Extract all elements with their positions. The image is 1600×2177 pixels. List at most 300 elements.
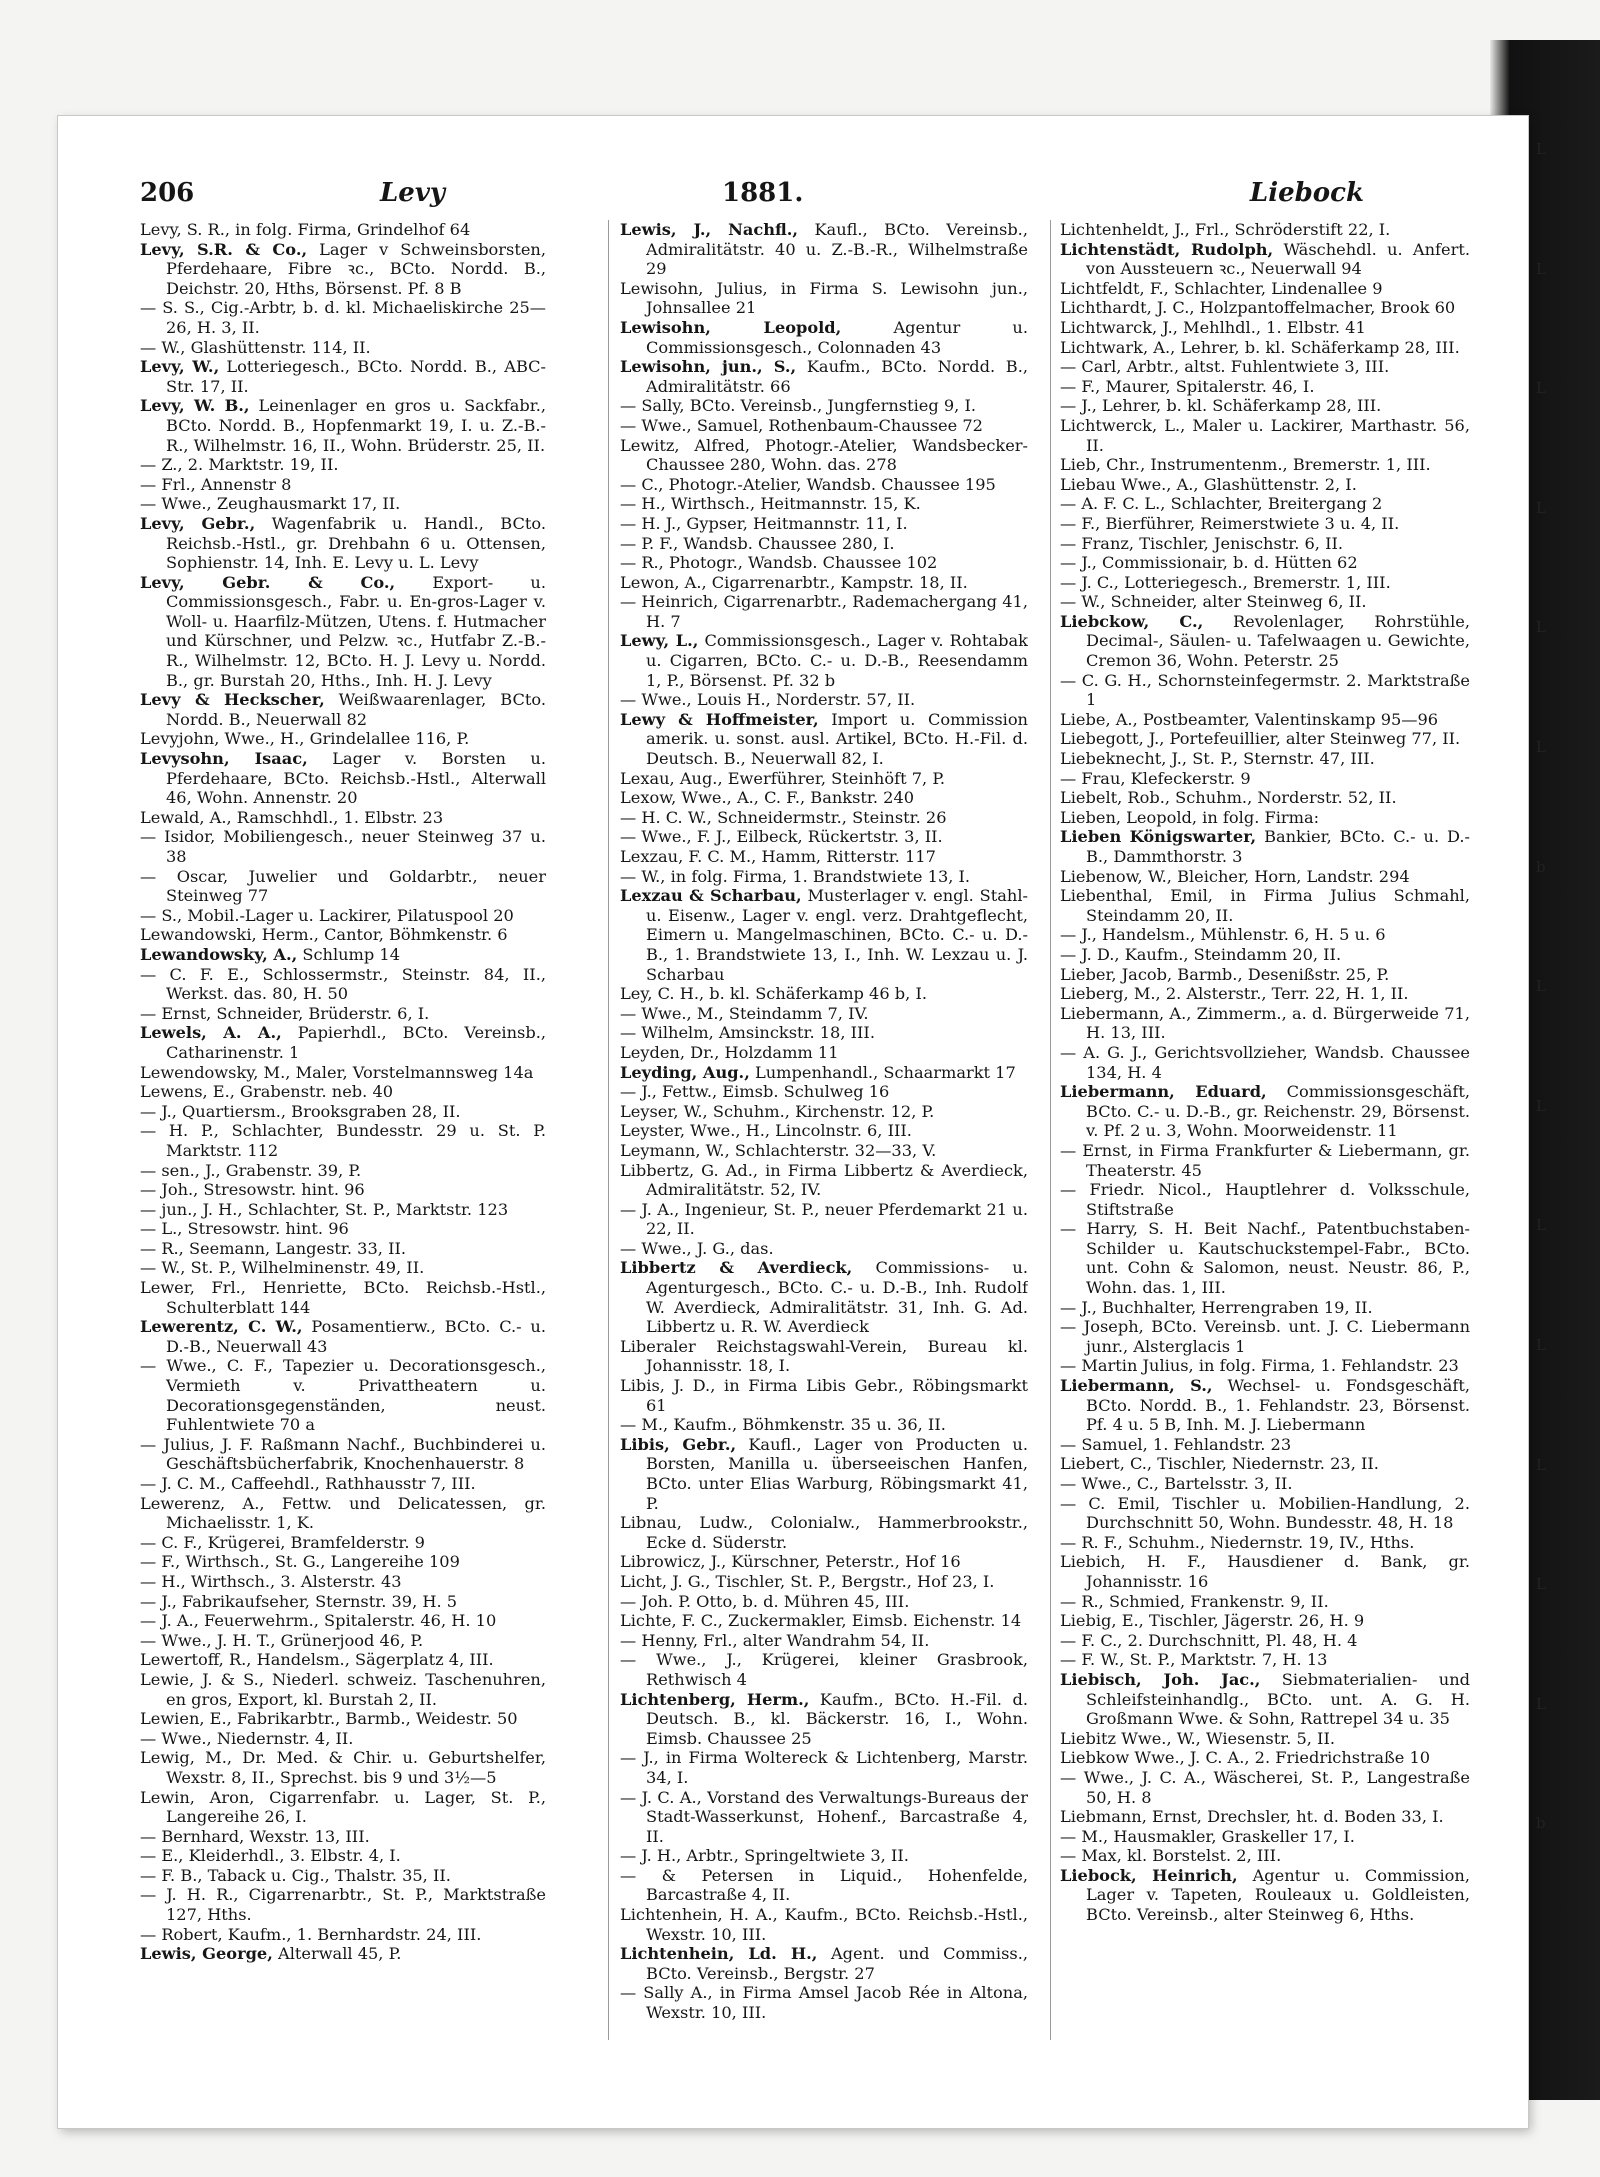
stub-letter: L — [1536, 1575, 1546, 1594]
left-running-head: Levy — [380, 178, 446, 208]
entry-name: Lichtenstädt, Rudolph, — [1060, 239, 1274, 259]
entry-text: Ley, C. H., b. kl. Schäferkamp 46 b, I. — [620, 984, 927, 1004]
directory-entry — [620, 396, 1028, 416]
entry-text: Kaufl., BCto. Vereinsb., Admiralitätstr. 40 u. Z.-B.-R., Wilhelmstraße 29 — [646, 220, 1028, 279]
stub-letter: b — [1536, 1814, 1546, 1833]
directory-entry — [140, 749, 546, 808]
directory-entry — [1060, 671, 1470, 710]
entry-text: Liebert, C., Tischler, Niedernstr. 23, II. — [1060, 1454, 1379, 1474]
directory-entry — [620, 1004, 1028, 1024]
directory-entry — [140, 1474, 546, 1494]
entry-text: Posamentierw., BCto. C.- u. D.-B., Neuerwall 43 — [166, 1317, 546, 1356]
entry-name: Levysohn, Isaac, — [140, 749, 308, 769]
directory-entry — [140, 945, 546, 965]
entry-text: Lichtwark, A., Lehrer, b. kl. Schäferkamp 28, III. — [1060, 337, 1460, 357]
directory-entry — [140, 690, 546, 729]
directory-entry — [620, 1161, 1028, 1200]
entry-text: Agentur u. Commission, Lager v. Tapeten, Rouleaux u. Goldleisten, BCto. Vereinsb., alter Steinweg 6, Hths. — [1086, 1865, 1470, 1925]
directory-entry — [1060, 573, 1470, 593]
directory-entry — [620, 1102, 1028, 1122]
entry-text: — Wwe., C., Bartelsstr. 3, II. — [1060, 1474, 1293, 1493]
directory-entry — [1060, 592, 1470, 612]
entry-text: Lichtfeldt, F., Schlachter, Lindenallee 9 — [1060, 278, 1383, 298]
directory-entry — [1060, 416, 1470, 455]
directory-entry — [140, 1631, 546, 1651]
entry-text: — W., Schneider, alter Steinweg 6, II. — [1060, 592, 1367, 612]
directory-entry — [140, 1082, 546, 1102]
year-heading: 1881. — [722, 178, 804, 208]
entry-text: Lewald, A., Ramschhdl., 1. Elbstr. 23 — [140, 807, 444, 827]
directory-entry — [140, 1161, 546, 1181]
directory-entry — [620, 1141, 1028, 1161]
directory-entry — [1060, 338, 1470, 358]
entry-name: Lieben Königswarter, — [1060, 827, 1257, 847]
directory-entry — [140, 1063, 546, 1083]
entry-text: — Ernst, Schneider, Brüderstr. 6, I. — [140, 1003, 430, 1023]
entry-name: Lewisohn, Leopold, — [620, 317, 842, 337]
directory-entry — [1060, 1670, 1470, 1729]
directory-entry — [620, 592, 1028, 631]
entry-text: — Wwe., J. H. T., Grünerjood 46, P. — [140, 1630, 424, 1650]
entry-name: Liebock, Heinrich, — [1060, 1865, 1238, 1885]
entry-text: Wäschehdl. u. Anfert. von Aussteuern ꝛc., Neuerwall 94 — [1086, 239, 1470, 279]
entry-text: Leinenlager en gros u. Sackfabr., BCto. Nordd. B., Hopfenmarkt 19, I. u. Z.-B.-R., Wilhelmstr. 16, II., Wohn. Brüderstr. 25, II. — [166, 396, 546, 455]
directory-entry — [1060, 220, 1470, 240]
entry-text: — Ernst, in Firma Frankfurter & Liebermann, gr. Theaterstr. 45 — [1060, 1140, 1470, 1180]
directory-entry — [1060, 945, 1470, 965]
directory-entry — [140, 1533, 546, 1553]
entry-text: Levy, S. R., in folg. Firma, Grindelhof 64 — [140, 220, 471, 239]
directory-entry — [620, 1376, 1028, 1415]
entry-text: — F. C., 2. Durchschnitt, Pl. 48, H. 4 — [1060, 1630, 1358, 1650]
entry-text: Lager v. Borsten u. Pferdehaare, BCto. Reichsb.-Hstl., Alterwall 46, Wohn. Annenstr. 20 — [166, 749, 546, 808]
directory-entry — [140, 1925, 546, 1945]
directory-entry — [140, 1552, 546, 1572]
entry-name: Lewy & Hoffmeister, — [620, 709, 819, 729]
directory-entry — [1060, 240, 1470, 279]
entry-text: — Wwe., Niedernstr. 4, II. — [140, 1728, 354, 1748]
entry-text: Liebenthal, Emil, in Firma Julius Schmahl, Steindamm 20, II. — [1060, 886, 1470, 925]
directory-entry — [620, 788, 1028, 808]
directory-entry — [620, 1063, 1028, 1083]
entry-name: Lichtenberg, Herm., — [620, 1689, 810, 1709]
entry-text: — P. F., Wandsb. Chaussee 280, I. — [620, 533, 895, 553]
entry-text: Commissionsgeschäft, BCto. C.- u. D.-B., gr. Reichenstr. 29, Börsenst. v. Pf. 2 u. 3, Wohn. Moorweidenstr. 11 — [1086, 1082, 1470, 1141]
entry-text: — Sally, BCto. Vereinsb., Jungfernstieg 9, I. — [620, 396, 977, 416]
directory-entry — [1060, 1474, 1470, 1494]
entry-text: Lichtwarck, J., Mehlhdl., 1. Elbstr. 41 — [1060, 317, 1366, 337]
entry-text: Liebich, H. F., Hausdiener d. Bank, gr. Johannisstr. 16 — [1060, 1552, 1470, 1591]
entry-name: Levy, S.R. & Co., — [140, 239, 308, 259]
directory-entry — [140, 1748, 546, 1787]
directory-entry — [620, 1866, 1028, 1905]
directory-entry — [620, 279, 1028, 318]
entry-text: Alterwall 45, P. — [272, 1944, 402, 1964]
entry-text: Liebegott, J., Portefeuillier, alter Steinweg 77, II. — [1060, 729, 1461, 749]
directory-entry — [1060, 1748, 1470, 1768]
entry-text: — R., Photogr., Wandsb. Chaussee 102 — [620, 553, 938, 573]
directory-entry — [140, 298, 546, 337]
stub-letter: L — [1536, 140, 1546, 158]
entry-text: — J., Lehrer, b. kl. Schäferkamp 28, III. — [1060, 396, 1382, 416]
entry-text: Leyden, Dr., Holzdamm 11 — [620, 1042, 839, 1062]
directory-entry — [620, 631, 1028, 690]
entry-text: Libnau, Ludw., Colonialw., Hammerbrookstr., Ecke d. Süderstr. — [620, 1513, 1028, 1552]
directory-entry — [1060, 1729, 1470, 1749]
stub-letter: L — [1536, 737, 1546, 756]
entry-name: Lexzau & Scharbau, — [620, 886, 802, 906]
entry-text: — Robert, Kaufm., 1. Bernhardstr. 24, III. — [140, 1924, 482, 1944]
directory-entry — [1060, 514, 1470, 534]
entry-text: Lumpenhandl., Schaarmarkt 17 — [749, 1062, 1016, 1082]
directory-entry — [1060, 1592, 1470, 1612]
entry-text: Kaufm., BCto. H.-Fil. d. Deutsch. B., kl. Bäckerstr. 16, I., Wohn. Eimsb. Chaussee 25 — [646, 1689, 1028, 1748]
entry-text: Liebig, E., Tischler, Jägerstr. 26, H. 9 — [1060, 1611, 1365, 1631]
directory-entry — [140, 729, 546, 749]
entry-text: — Max, kl. Borstelst. 2, III. — [1060, 1846, 1282, 1866]
entry-text: Leyster, Wwe., H., Lincolnstr. 6, III. — [620, 1121, 912, 1141]
entry-text: — J., Fettw., Eimsb. Schulweg 16 — [620, 1082, 890, 1102]
directory-entry — [1060, 494, 1470, 514]
entry-text: Lieber, Jacob, Barmb., Desenißstr. 25, P. — [1060, 964, 1390, 984]
entry-text: — Joh. P. Otto, b. d. Mühren 45, III. — [620, 1591, 910, 1611]
entry-text: — Joh., Stresowstr. hint. 96 — [140, 1180, 365, 1200]
entry-name: Levy, Gebr. & Co., — [140, 572, 396, 592]
directory-entry — [1060, 729, 1470, 749]
next-page-stub — [1536, 140, 1564, 2040]
entry-text: — C., Photogr.-Atelier, Wandsb. Chaussee 195 — [620, 474, 996, 494]
directory-entry — [620, 436, 1028, 475]
entry-text: — Harry, S. H. Beit Nachf., Patentbuchstaben-Schilder u. Kautschuckstempel-Fabr., BCto. unt. Cohn & Salomon, neust. Neustr. 86, P., Wohn. das. 1, III. — [1060, 1219, 1470, 1298]
entry-text: Liebitz Wwe., W., Wiesenstr. 5, II. — [1060, 1728, 1335, 1748]
entry-name: Lewisohn, jun., S., — [620, 357, 797, 377]
column-right — [1060, 220, 1470, 2050]
directory-entry — [620, 514, 1028, 534]
entry-text: — Wwe., Zeughausmarkt 17, II. — [140, 494, 401, 514]
entry-text: Bankier, BCto. C.- u. D.-B., Dammthorstr. 3 — [1086, 827, 1470, 866]
stub-letter: L — [1536, 1216, 1546, 1235]
entry-text: Lewendowsky, M., Maler, Vorstelmannsweg 14a — [140, 1062, 534, 1082]
entry-text: — Wwe., F. J., Eilbeck, Rückertstr. 3, II. — [620, 827, 943, 847]
entry-text: Lichte, F. C., Zuckermakler, Eimsb. Eichenstr. 14 — [620, 1611, 1022, 1631]
stub-letter: L — [1536, 259, 1546, 278]
directory-entry — [620, 1121, 1028, 1141]
directory-entry — [140, 240, 546, 299]
directory-entry — [140, 1866, 546, 1886]
directory-entry — [620, 1788, 1028, 1847]
entry-text: — R., Seemann, Langestr. 33, II. — [140, 1238, 407, 1258]
directory-entry — [140, 1572, 546, 1592]
directory-entry — [620, 416, 1028, 436]
entry-text: — Wwe., J., Krügerei, kleiner Grasbrook, Rethwisch 4 — [620, 1650, 1028, 1689]
entry-text: — Carl, Arbtr., altst. Fuhlentwiete 3, III. — [1060, 357, 1390, 377]
column-rule — [608, 220, 609, 2040]
directory-entry — [620, 553, 1028, 573]
directory-entry — [1060, 808, 1470, 828]
directory-entry — [620, 1611, 1028, 1631]
entry-text: — Franz, Tischler, Jenischstr. 6, II. — [1060, 533, 1344, 553]
directory-entry — [140, 808, 546, 828]
directory-entry — [140, 220, 546, 240]
directory-entry — [140, 1944, 546, 1964]
directory-entry — [1060, 1454, 1470, 1474]
entry-text: Export- u. Commissionsgesch., Fabr. u. En-gros-Lager v. Woll- u. Haarfilz-Mützen, Utens. f. Hutmacher und Kürschner, und Pelzw. ꝛc., Hutfabr Z.-B.-R., Wilhelmstr. 12, BCto. H. J. Levy u. Nordd. B., gr. Burstah 20, Hths., Inh. H. J. Levy — [166, 572, 546, 690]
entry-text: Commissionsgesch., Lager v. Rohtabak u. Cigarren, BCto. C.- u. D.-B., Reesendamm 1, P., Börsenst. Pf. 32 b — [646, 631, 1028, 690]
entry-text: — R., Schmied, Frankenstr. 9, II. — [1060, 1591, 1329, 1611]
entry-text: — W., Glashüttenstr. 114, II. — [140, 337, 371, 357]
entry-text: — Z., 2. Marktstr. 19, II. — [140, 455, 339, 475]
entry-name: Lewandowsky, A., — [140, 944, 298, 964]
entry-text: Liebenow, W., Bleicher, Horn, Landstr. 294 — [1060, 866, 1410, 886]
entry-text: — L., Stresowstr. hint. 96 — [140, 1219, 349, 1239]
entry-text: — H. J., Gypser, Heitmannstr. 11, I. — [620, 513, 908, 533]
entry-text: Leymann, W., Schlachterstr. 32—33, V. — [620, 1140, 937, 1160]
entry-text: — A. F. C. L., Schlachter, Breitergang 2 — [1060, 494, 1383, 514]
directory-entry — [620, 1435, 1028, 1513]
entry-text: — Samuel, 1. Fehlandstr. 23 — [1060, 1434, 1292, 1454]
entry-text: — Wwe., J. C. A., Wäscherei, St. P., Langestraße 50, H. 8 — [1060, 1767, 1470, 1807]
directory-entry — [1060, 377, 1470, 397]
entry-text: — F., Maurer, Spitalerstr. 46, I. — [1060, 376, 1315, 396]
directory-entry — [620, 1258, 1028, 1336]
directory-entry — [140, 1121, 546, 1160]
entry-text: Lewitz, Alfred, Photogr.-Atelier, Wandsbecker-Chaussee 280, Wohn. das. 278 — [620, 435, 1028, 475]
directory-entry — [140, 1258, 546, 1278]
directory-entry — [1060, 1533, 1470, 1553]
entry-text: — F., Wirthsch., St. G., Langereihe 109 — [140, 1552, 460, 1572]
entry-name: Lewy, L., — [620, 631, 699, 651]
directory-entry — [140, 827, 546, 866]
entry-text: Import u. Commission amerik. u. sonst. ausl. Artikel, BCto. H.-Fil. d. Deutsch. B., Neuerwall 82, I. — [646, 709, 1028, 769]
directory-entry — [140, 1278, 546, 1317]
directory-entry — [620, 867, 1028, 887]
directory-entry — [140, 1435, 546, 1474]
entry-text: Lewien, E., Fabrikarbtr., Barmb., Weidestr. 50 — [140, 1709, 518, 1729]
entry-text: Lewie, J. & S., Niederl. schweiz. Taschenuhren, en gros, Export, kl. Burstah 2, II. — [140, 1669, 546, 1709]
entry-text: Lewertoff, R., Handelsm., Sägerplatz 4, III. — [140, 1650, 494, 1670]
entry-text: — J. H. R., Cigarrenarbtr., St. P., Marktstraße 127, Hths. — [140, 1885, 546, 1925]
entry-name: Lewels, A. A., — [140, 1023, 282, 1043]
entry-name: Liebermann, Eduard, — [1060, 1082, 1267, 1102]
entry-text: — W., St. P., Wilhelminenstr. 49, II. — [140, 1258, 425, 1278]
entry-text: — Wwe., Louis H., Norderstr. 57, II. — [620, 690, 916, 710]
directory-entry — [620, 318, 1028, 357]
entry-text: — J., Commissionair, b. d. Hütten 62 — [1060, 553, 1358, 573]
entry-text: — Heinrich, Cigarrenarbtr., Rademachergang 41, H. 7 — [620, 592, 1028, 631]
directory-entry — [140, 867, 546, 906]
entry-text: — H. C. W., Schneidermstr., Steinstr. 26 — [620, 807, 947, 827]
directory-entry — [620, 357, 1028, 396]
entry-text: Liebermann, A., Zimmerm., a. d. Bürgerweide 71, H. 13, III. — [1060, 1003, 1470, 1043]
entry-text: — Wwe., C. F., Tapezier u. Decorationsgesch., Vermieth v. Privattheatern u. Decorationsgegenständen, neust. Fuhlentwiete 70 a — [140, 1356, 546, 1435]
entry-text: — Wwe., Samuel, Rothenbaum-Chaussee 72 — [620, 415, 983, 435]
directory-entry — [140, 906, 546, 926]
entry-text: — J., Buchhalter, Herrengraben 19, II. — [1060, 1297, 1373, 1317]
entry-text: Levyjohn, Wwe., H., Grindelallee 116, P. — [140, 729, 470, 749]
entry-text: Lieberg, M., 2. Alsterstr., Terr. 22, H. 1, II. — [1060, 984, 1409, 1004]
directory-entry — [1060, 357, 1470, 377]
directory-entry — [140, 494, 546, 514]
directory-entry — [140, 357, 546, 396]
directory-entry — [620, 1200, 1028, 1239]
directory-entry — [1060, 1807, 1470, 1827]
entry-text: — Julius, J. F. Raßmann Nachf., Buchbinderei u. Geschäftsbücherfabrik, Knochenhauerstr. 8 — [140, 1434, 546, 1474]
entry-text: Liberaler Reichstagswahl-Verein, Bureau kl. Johannisstr. 18, I. — [620, 1336, 1028, 1376]
directory-entry — [140, 1200, 546, 1220]
entry-text: Lewerenz, A., Fettw. und Delicatessen, gr. Michaelisstr. 1, K. — [140, 1493, 546, 1533]
directory-entry — [620, 886, 1028, 984]
directory-entry — [140, 338, 546, 358]
entry-text: — A. G. J., Gerichtsvollzieher, Wandsb. Chaussee 134, H. 4 — [1060, 1042, 1470, 1082]
entry-text: — Frau, Klefeckerstr. 9 — [1060, 768, 1251, 788]
entry-text: Libis, J. D., in Firma Libis Gebr., Röbingsmarkt 61 — [620, 1376, 1028, 1415]
directory-entry — [140, 1885, 546, 1924]
entry-text: Lieb, Chr., Instrumentenm., Bremerstr. 1, III. — [1060, 455, 1431, 475]
column-left — [140, 220, 546, 2050]
right-running-head: Liebock — [1249, 178, 1364, 208]
directory-entry — [1060, 1866, 1470, 1925]
entry-text: — J., Quartiersm., Brooksgraben 28, II. — [140, 1101, 461, 1121]
entry-text: Lexow, Wwe., A., C. F., Bankstr. 240 — [620, 788, 915, 808]
entry-text: — M., Hausmakler, Graskeller 17, I. — [1060, 1826, 1355, 1846]
entry-text: Liebmann, Ernst, Drechsler, ht. d. Boden 33, I. — [1060, 1807, 1444, 1827]
directory-entry — [1060, 1219, 1470, 1297]
entry-text: — F. W., St. P., Marktstr. 7, H. 13 — [1060, 1650, 1328, 1670]
entry-text: Lewon, A., Cigarrenarbtr., Kampstr. 18, II. — [620, 572, 968, 592]
directory-entry — [620, 1592, 1028, 1612]
entry-text: — Wwe., J. G., das. — [620, 1238, 774, 1258]
directory-entry — [1060, 1141, 1470, 1180]
directory-entry — [1060, 886, 1470, 925]
directory-entry — [1060, 965, 1470, 985]
entry-text: — Frl., Annenstr 8 — [140, 474, 292, 494]
entry-text: — W., in folg. Firma, 1. Brandstwiete 13, I. — [620, 866, 971, 886]
directory-entry — [1060, 279, 1470, 299]
directory-entry — [1060, 788, 1470, 808]
entry-text: Agent. und Commiss., BCto. Vereinsb., Bergstr. 27 — [646, 1944, 1028, 1983]
directory-entry — [1060, 749, 1470, 769]
entry-name: Lichtenhein, Ld. H., — [620, 1944, 818, 1964]
entry-text: Liebe, A., Postbeamter, Valentinskamp 95—96 — [1060, 709, 1439, 729]
directory-entry — [140, 1846, 546, 1866]
entry-text: Siebmaterialien- und Schleifsteinhandlg., BCto. unt. A. G. H. Großmann Wwe. & Sohn, Rattrepel 34 u. 35 — [1086, 1669, 1470, 1729]
entry-text: — J. A., Ingenieur, St. P., neuer Pferdemarkt 21 u. 22, II. — [620, 1199, 1028, 1239]
entry-text: — C. F. E., Schlossermstr., Steinstr. 84, II., Werkst. das. 80, H. 50 — [140, 964, 546, 1004]
directory-entry — [1060, 1631, 1470, 1651]
entry-text: Kaufm., BCto. Nordd. B., Admiralitätstr. 66 — [646, 357, 1028, 396]
directory-entry — [1060, 827, 1470, 866]
entry-text: — J., Fabrikaufseher, Sternstr. 39, H. 5 — [140, 1591, 458, 1611]
directory-entry — [140, 1102, 546, 1122]
entry-text: Lichtenheldt, J., Frl., Schröderstift 22, I. — [1060, 220, 1391, 239]
page-number: 206 — [140, 178, 195, 208]
entry-text: Lexau, Aug., Ewerführer, Steinhöft 7, P. — [620, 768, 946, 788]
entry-text: Revolenlager, Rohrstühle, Decimal-, Säulen- u. Tafelwaagen u. Gewichte, Cremon 36, Wohn. Peterstr. 25 — [1086, 611, 1470, 671]
entry-text: — J., in Firma Woltereck & Lichtenberg, Marstr. 34, I. — [620, 1748, 1028, 1787]
directory-entry — [140, 1611, 546, 1631]
directory-entry — [140, 1592, 546, 1612]
directory-entry — [620, 475, 1028, 495]
entry-text: Kaufl., Lager von Producten u. Borsten, Manilla u. überseeischen Hanfen, BCto. unter Elias Warburg, Röbingsmarkt 41, P. — [646, 1434, 1028, 1513]
entry-name: Liebisch, Joh. Jac., — [1060, 1669, 1261, 1689]
directory-entry — [1060, 1552, 1470, 1591]
directory-entry — [140, 1004, 546, 1024]
directory-entry — [140, 1494, 546, 1533]
entry-text: Weißwaarenlager, BCto. Nordd. B., Neuerwall 82 — [166, 690, 546, 729]
directory-entry — [140, 1827, 546, 1847]
directory-entry — [1060, 455, 1470, 475]
directory-entry — [1060, 1004, 1470, 1043]
directory-entry — [620, 984, 1028, 1004]
entry-text: Librowicz, J., Kürschner, Peterstr., Hof 16 — [620, 1552, 961, 1572]
stub-letter: L — [1536, 1335, 1546, 1354]
directory-entry — [1060, 534, 1470, 554]
entry-text: Lichtenhein, H. A., Kaufm., BCto. Reichsb.-Hstl., Wexstr. 10, III. — [620, 1905, 1028, 1944]
directory-entry — [1060, 1846, 1470, 1866]
directory-entry — [620, 1983, 1028, 2022]
directory-entry — [140, 1239, 546, 1259]
directory-entry — [620, 494, 1028, 514]
directory-entry — [140, 965, 546, 1004]
directory-entry — [620, 1650, 1028, 1689]
directory-entry — [1060, 1180, 1470, 1219]
directory-entry — [620, 1239, 1028, 1259]
stub-letter: L — [1536, 498, 1546, 517]
entry-name: Leyding, Aug., — [620, 1062, 750, 1082]
directory-entry — [1060, 769, 1470, 789]
entry-text: Lewin, Aron, Cigarrenfabr. u. Lager, St. P., Langereihe 26, I. — [140, 1787, 546, 1827]
entry-name: Liebckow, C., — [1060, 611, 1204, 631]
directory-entry — [1060, 1043, 1470, 1082]
directory-entry — [620, 1846, 1028, 1866]
directory-entry — [140, 1670, 546, 1709]
entry-name: Levy, W., — [140, 357, 220, 377]
directory-entry — [620, 1944, 1028, 1983]
page-header — [140, 178, 1364, 214]
directory-entry — [620, 534, 1028, 554]
entry-text: Libbertz, G. Ad., in Firma Libbertz & Averdieck, Admiralitätstr. 52, IV. — [620, 1160, 1028, 1200]
entry-text: — F., Bierführer, Reimerstwiete 3 u. 4, II. — [1060, 513, 1400, 533]
directory-entry — [620, 1552, 1028, 1572]
directory-entry — [140, 1219, 546, 1239]
entry-text: Liebkow Wwe., J. C. A., 2. Friedrichstraße 10 — [1060, 1748, 1431, 1768]
directory-columns — [140, 220, 1470, 2050]
column-rule — [1050, 220, 1051, 2040]
directory-entry — [620, 1690, 1028, 1749]
directory-entry — [140, 1023, 546, 1062]
directory-entry — [1060, 1298, 1470, 1318]
entry-text: — Joseph, BCto. Vereinsb. unt. J. C. Liebermann junr., Alsterglacis 1 — [1060, 1317, 1470, 1356]
stub-letter: L — [1536, 1455, 1546, 1474]
directory-entry — [1060, 925, 1470, 945]
entry-text: — sen., J., Grabenstr. 39, P. — [140, 1160, 362, 1180]
entry-text: — F. B., Taback u. Cig., Thalstr. 35, II. — [140, 1865, 451, 1885]
entry-text: — C. F., Krügerei, Bramfelderstr. 9 — [140, 1532, 425, 1552]
directory-entry — [1060, 475, 1470, 495]
directory-entry — [620, 573, 1028, 593]
entry-text: — Isidor, Mobiliengesch., neuer Steinweg 37 u. 38 — [140, 827, 546, 866]
entry-text: — J. H., Arbtr., Springeltwiete 3, II. — [620, 1846, 909, 1866]
directory-entry — [620, 1082, 1028, 1102]
directory-entry — [140, 475, 546, 495]
directory-entry — [620, 847, 1028, 867]
directory-entry — [140, 1729, 546, 1749]
entry-name: Libbertz & Averdieck, — [620, 1258, 853, 1278]
directory-entry — [1060, 612, 1470, 671]
stub-letter: L — [1536, 379, 1546, 398]
entry-text: Wechsel- u. Fondsgeschäft, BCto. Nordd. B., 1. Fehlandstr. 23, Börsenst. Pf. 4 u. 5 B, Inh. M. J. Liebermann — [1086, 1376, 1470, 1435]
directory-entry — [1060, 1376, 1470, 1435]
